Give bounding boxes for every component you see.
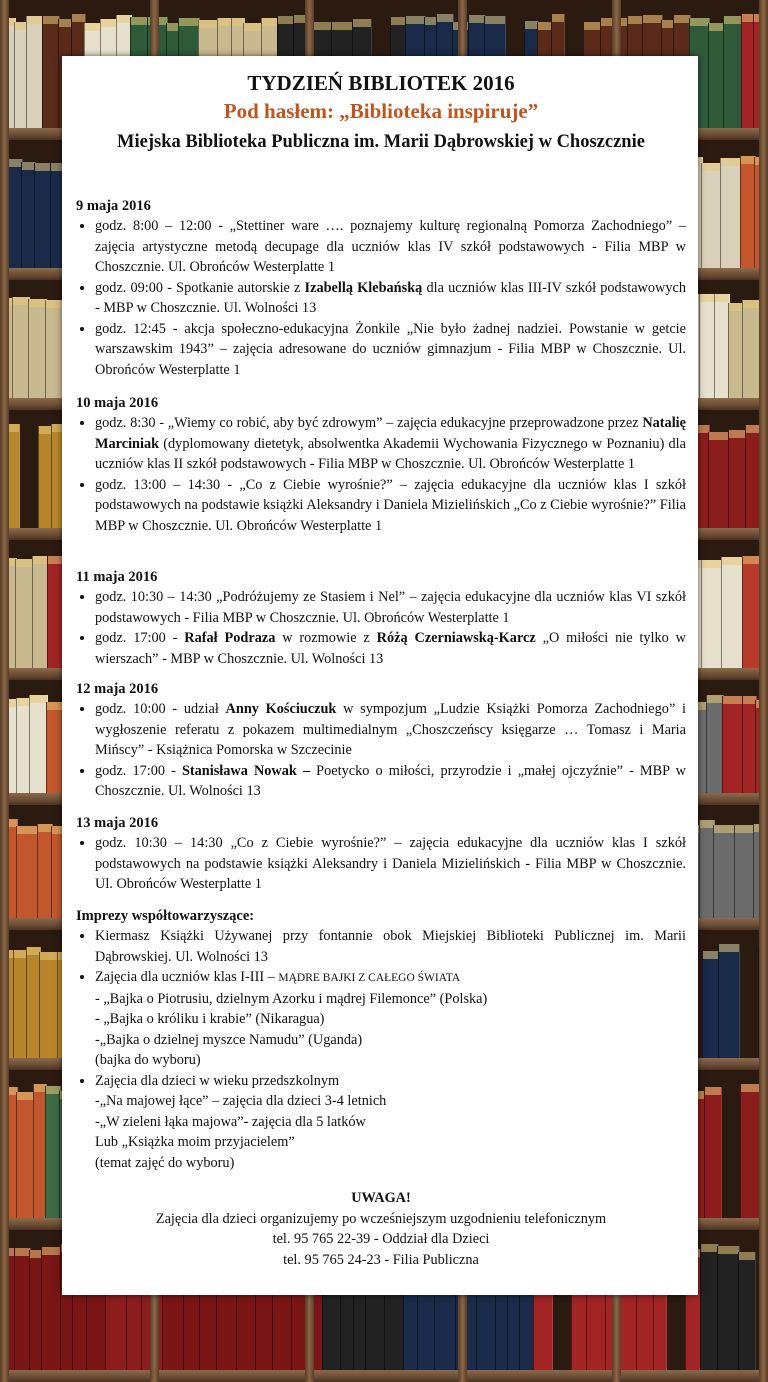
guest-name: Izabellą Klebańską [304,279,423,296]
event-item: • godz. 8:30 - „Wiemy co robić, aby być zdrowym” – zajęcia edukacyjne przeprowadzone przez Natalię Marciniak (dyplomowany dietetyk, absolwentka Akademii Wychowania Fizycznego w Poznaniu) dla uczniów klas II szkół podstawowych - Filia MBP w Choszcznie. Ul. Obrońców Westerplatte 1 [95,413,686,475]
guest-name: Różą Czerniawską-Karcz [376,630,536,646]
book-spine [39,952,59,1068]
day-block-3 [76,567,686,669]
book-spine [704,1087,722,1228]
day-heading: 11 maja 2016 [76,569,158,585]
book-spine [717,1246,740,1380]
phone-branch: tel. 95 765 24-23 - Filia Publiczna [283,1251,479,1268]
poster-motto: Pod hasłem: „Biblioteka inspiruje” [223,99,539,123]
event-item: • godz. 12:45 - akcja społeczno-edukacyjna Żonkile „Nie było żadnej nadziei. Powstanie w getcie warszawskim 1943” – zajęcia adresowane do uczniów gimnazjum - Filia MBP w Choszcznie. Ul. Obrońców Westerplatte 1 [95,319,686,381]
event-item: • godz. 10:00 - udział Anny Kościuczuk w sympozjum „Ludzie Książki Pomorza Zachodniego” i wygłoszenie referatu z pokazem multimedialnym „Choszczeńscy księgarze … Tomasz i Maria Mińscy” - Książnica Pomorska w Szczecinie [95,699,686,761]
book-spine [722,696,744,803]
partner-item: • Zajęcia dla uczniów klas I-III – MĄDRE BAJKI Z CAŁEGO ŚWIATA - „Bajka o Piotrusiu, dzielnym Azorku i mądrej Filemonce” (Polska) - „Bajka o króliku i krabie” (Nikaragua) -„Bajka o dzielnej myszce Namudu” (Uganda) (bajka do wyboru) [95,967,686,1071]
day-block-1 [76,196,686,380]
book-spine [16,826,39,928]
poster [62,56,698,1295]
book-spine [734,825,755,928]
book-spine [41,1247,62,1380]
book-spine [718,944,740,1068]
event-item: • godz. 10:30 – 14:30 „Podróżujemy ze Stasiem i Nel” – zajęcia edukacyjne dla uczniów klas VI szkół podstawowych - Filia MBP w Choszcznie. Ul. Obrońców Westerplatte 1 [95,587,686,628]
book-spine [738,1252,756,1380]
guest-name: Natalię Marciniak [95,415,686,452]
book-spine [701,163,722,278]
event-list [76,413,686,536]
guest-name: Rafał Podraza [184,630,276,646]
phone-children: tel. 95 765 22-39 - Oddział dla Dzieci [272,1231,490,1247]
event-item: • godz. 13:00 – 14:30 - „Co z Ciebie wyrośnie?” – zajęcia edukacyjne dla uczniów klas I szkół podstawowych na podstawie książki Aleksandry i Daniela Mizielińskich „Co z Ciebie wyrośnie?” Filia MBP w Choszcznie. Ul. Obrońców Westerplatte 1 [95,475,686,537]
shelf-plank [0,1370,768,1382]
footer-note [76,1188,686,1270]
shelf-post [759,0,768,1382]
day-heading: 13 maja 2016 [76,815,159,831]
day-heading: 9 maja 2016 [76,198,151,214]
day-block-4 [76,679,686,802]
guest-name: Anny Kościuczuk [225,701,337,717]
partner-heading: Imprezy współtowarzyszące: [76,908,255,924]
event-item: • godz. 17:00 - Rafał Podraza w rozmowie z Różą Czerniawską-Karcz „O miłości nie tylko w wierszach” - MBP w Choszcznie. Ul. Wolności 13 [95,628,686,669]
partner-events [76,906,686,1173]
book-spine [713,825,736,928]
book-spine [720,158,742,278]
day-block-5 [76,813,686,895]
book-spine [701,560,723,678]
guest-name: Stanisława Nowak – [181,762,311,779]
book-spine [721,557,744,678]
day-heading: 12 maja 2016 [76,681,159,697]
day-heading: 10 maja 2016 [76,395,159,411]
event-item: • godz. 17:00 - Stanisława Nowak – Poetycko o miłości, przyrodzie i „małej ojczyźnie” - MBP w Choszcznie. Ul. Wolności 13 [95,761,686,802]
warning-label: UWAGA! [351,1190,411,1206]
institution-name: Miejska Biblioteka Publiczna im. Marii Dąbrowskiej w Choszcznie [117,132,645,152]
shelf-post [0,0,9,1382]
event-item: • godz. 09:00 - Spotkanie autorskie z Izabellą Klebańską dla uczniów klas III-IV szkół podstawowych - MBP w Choszcznie. Ul. Wolności 13 [95,278,686,319]
partner-item: • Kiermasz Książki Używanej przy fontannie obok Miejskiej Biblioteki Publicznej im. Marii Dąbrowskiej. Ul. Wolności 13 [95,926,686,967]
day-block-2 [76,393,686,536]
event-list [76,833,686,895]
partner-item: • Zajęcia dla dzieci w wieku przedszkolnym -„Na majowej łące” – zajęcia dla dzieci 3-4 letnich -„W zieleni łąka majowa”- zajęcia dla 5 latków Lub „Książka moim przyjacielem” (temat zajęć do wyboru) [95,1071,686,1174]
event-item: • godz. 10:30 – 14:30 „Co z Ciebie wyrośnie?” – zajęcia edukacyjne dla uczniów klas I szkół podstawowych na podstawie książki Aleksandry i Daniela Mizielińskich - Filia MBP w Choszcznie. Ul. Obrońców Westerplatte 1 [95,833,686,895]
event-item: • godz. 8:00 – 12:00 - „Stettiner ware …. poznajemy kulturę regionalną Pomorza Zachodniego” – zajęcia artystyczne metodą decupage dla uczniów klas IV szkół podstawowych - Filia MBP w Choszcznie. Ul. Obrońców Westerplatte 1 [95,216,686,278]
book-spine [708,432,730,538]
event-list [76,587,686,669]
poster-title: TYDZIEŃ BIBLIOTEK 2016 [247,71,515,95]
booking-note: Zajęcia dla dzieci organizujemy po wcześniejszym uzgodnieniu telefonicznym [155,1210,607,1227]
book-spine [723,16,743,138]
partner-list [76,926,686,1173]
event-list [76,216,686,380]
event-list [76,699,686,802]
